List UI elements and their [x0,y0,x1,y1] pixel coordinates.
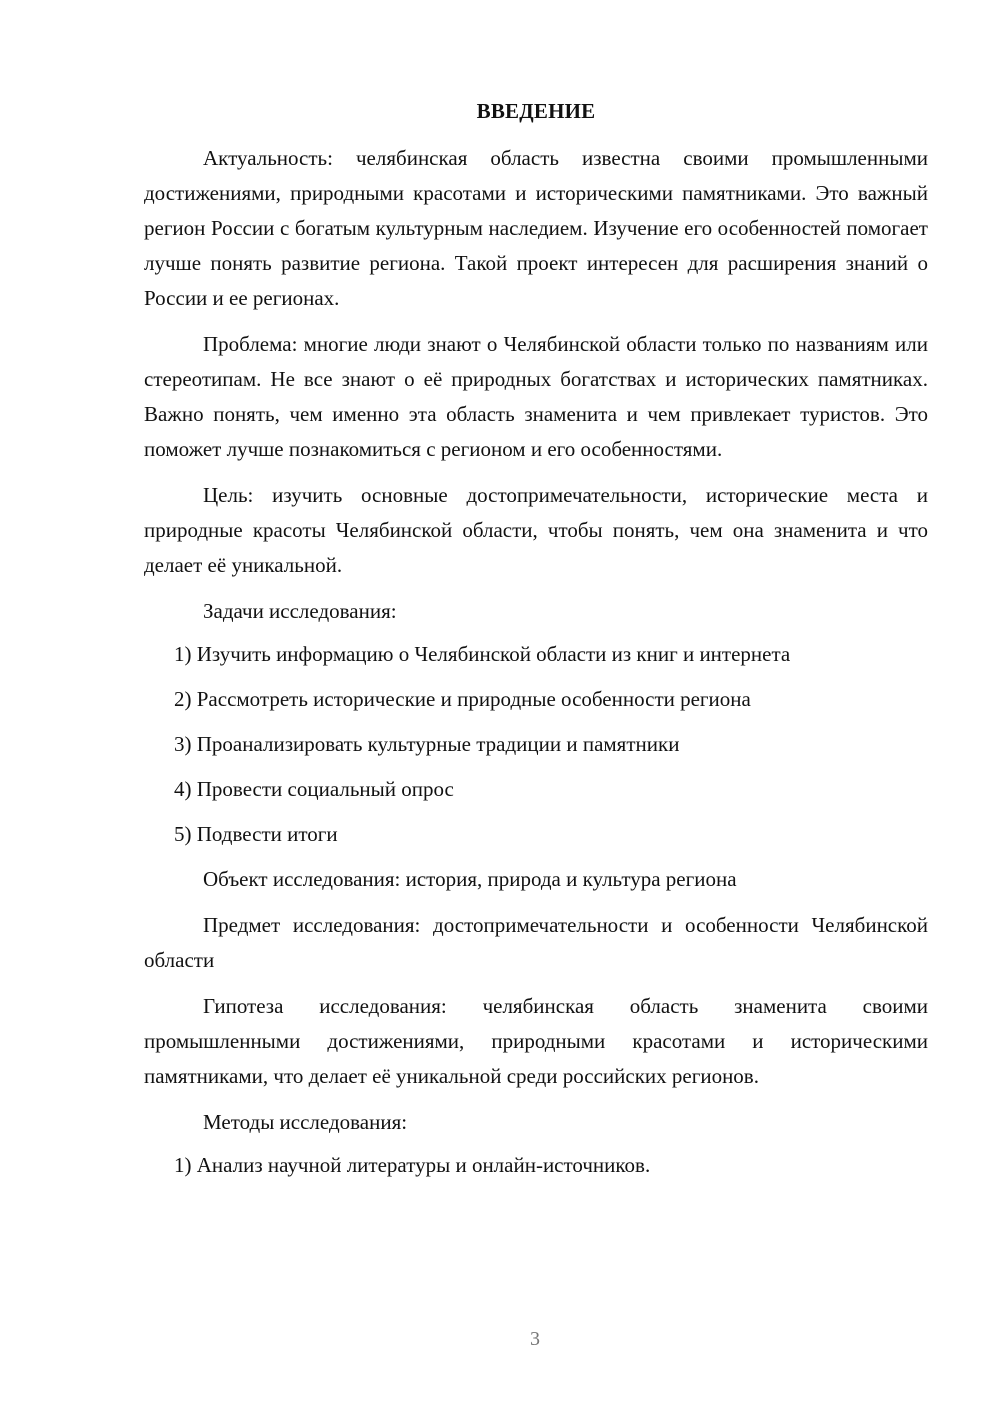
page-number: 3 [530,1328,540,1350]
object-paragraph: Объект исследования: история, природа и культура региона [203,867,737,891]
problem-paragraph: Проблема: многие люди знают о Челябинской области только по названиям или стереотипам. Не все знают о её природных богатствах и исторических памятниках. Важно понять, чем именно эта область знаменита и чем привлекает туристов. Это поможет лучше познакомиться с регионом и его особенностями. [144,332,928,461]
relevance-paragraph: Актуальность: челябинская область известна своими промышленными достижениями, природными красотами и историческими памятниками. Это важный регион России с богатым культурным наследием. Изучение его особенностей помогает лучше понять развитие региона. Такой проект интересен для расширения знаний о России и ее регионах. [144,146,928,310]
task-item: 4) Провести социальный опрос [174,777,454,801]
hypothesis-paragraph: Гипотеза исследования: челябинская область знаменита своими промышленными достижениями, природными красотами и историческими памятниками, что делает её уникальной среди российских регионов. [144,994,928,1088]
task-item: 2) Рассмотреть исторические и природные особенности региона [174,687,751,711]
tasks-heading: Задачи исследования: [203,599,397,623]
task-item: 5) Подвести итоги [174,822,338,846]
goal-paragraph: Цель: изучить основные достопримечательности, исторические места и природные красоты Челябинской области, чтобы понять, чем она знаменита и что делает её уникальной. [144,483,928,577]
task-item: 1) Изучить информацию о Челябинской области из книг и интернета [174,642,791,666]
method-item: 1) Анализ научной литературы и онлайн-источников. [174,1153,651,1177]
section-title: ВВЕДЕНИЕ [476,99,596,123]
document-page [144,94,928,1193]
methods-heading: Методы исследования: [203,1110,408,1134]
subject-paragraph: Предмет исследования: достопримечательности и особенности Челябинской области [144,913,928,972]
task-item: 3) Проанализировать культурные традиции и памятники [174,732,680,756]
